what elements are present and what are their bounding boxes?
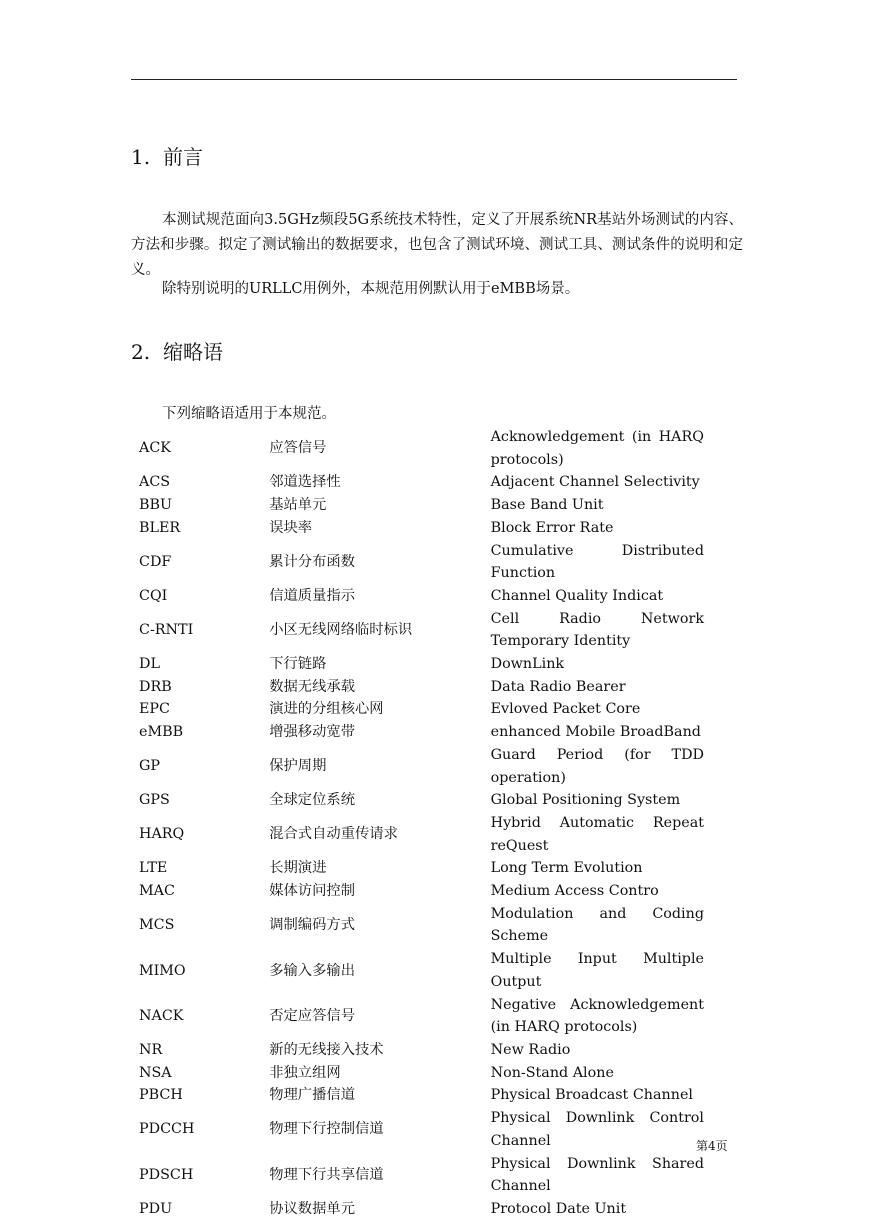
chinese-term-cell: 保护周期 [269,758,327,775]
chinese-term-cell: 媒体访问控制 [269,883,355,900]
english-term-cell: Negative Acknowledgement (in HARQ protocols) [490,996,704,1036]
table-row [139,1107,704,1152]
table-row [139,676,704,699]
table-row [139,721,704,744]
english-term-cell: Medium Access Contro [490,883,659,900]
section-number: 1. [131,145,151,169]
abbreviation-cell: GPS [139,792,170,809]
abbreviation-cell: NR [139,1041,163,1058]
english-term-cell: Physical Downlink Control Channel [490,1110,704,1149]
english-term-cell: Block Error Rate [490,519,614,536]
english-term-cell: Long Term Evolution [490,860,643,877]
chinese-term-cell: 非独立组网 [269,1064,341,1081]
english-term-cell: Cell Radio Network Temporary Identity [490,610,704,650]
abbreviation-cell: PBCH [139,1087,183,1104]
abbreviation-cell: CDF [139,553,172,570]
table-row [139,1039,704,1062]
chinese-term-cell: 应答信号 [269,440,327,457]
chinese-term-cell: 否定应答信号 [269,1007,355,1024]
table-row [139,1153,704,1198]
english-term-cell: Cumulative Distributed Function [490,542,704,582]
abbreviation-cell: BLER [139,519,181,536]
abbreviation-cell: C-RNTI [139,621,194,638]
english-term-cell: enhanced Mobile BroadBand [490,724,701,741]
chinese-term-cell: 小区无线网络临时标识 [269,621,413,638]
english-term-cell: DownLink [490,656,565,673]
chinese-term-cell: 调制编码方式 [269,917,355,934]
abbreviation-cell: ACK [139,440,171,457]
chinese-term-cell: 物理下行共享信道 [269,1166,384,1183]
chinese-term-cell: 长期演进 [269,860,327,877]
table-row [139,880,704,903]
abbreviation-cell: LTE [139,860,168,877]
section-title: 前言 [163,145,203,169]
english-term-cell: Non-Stand Alone [490,1064,614,1081]
page-number: 第4页 [696,1139,728,1153]
english-term-cell: Channel Quality Indicat [490,587,664,604]
chinese-term-cell: 数据无线承载 [269,678,355,695]
english-term-cell: Multiple Input Multiple Output [490,951,704,990]
english-term-cell: Physical Downlink Shared Channel [490,1155,704,1195]
abbreviation-cell: EPC [139,701,170,718]
table-row [139,494,704,517]
table-row [139,812,704,857]
section-number: 2. [131,340,151,364]
section-heading-preface [131,145,203,169]
english-term-cell: Acknowledgement (in HARQ protocols) [490,429,704,468]
table-row [139,903,704,948]
english-term-cell: Adjacent Channel Selectivity [490,474,700,491]
english-term-cell: Guard Period (for TDD operation) [490,746,704,786]
table-row [139,653,704,676]
english-term-cell: Data Radio Bearer [490,678,626,695]
preface-paragraph-1: 本测试规范面向3.5GHz频段5G系统技术特性，定义了开展系统NR基站外场测试的内容、方法和步骤。拟定了测试输出的数据要求，也包含了测试环境、测试工具、测试条件的说明和定义。 [131,212,743,278]
english-term-cell: Physical Broadcast Channel [490,1087,693,1104]
abbreviation-cell: MIMO [139,962,186,979]
chinese-term-cell: 混合式自动重传请求 [269,826,398,843]
abbreviations-table-body [139,426,704,1221]
table-row [139,1062,704,1085]
chinese-term-cell: 信道质量指示 [269,587,355,604]
chinese-term-cell: 全球定位系统 [269,792,355,809]
english-term-cell: New Radio [490,1041,571,1058]
table-row [139,994,704,1039]
chinese-term-cell: 演进的分组核心网 [269,701,384,718]
table-row [139,608,704,653]
abbreviation-cell: BBU [139,497,173,514]
abbreviation-cell: DRB [139,678,172,695]
chinese-term-cell: 累计分布函数 [269,553,355,570]
table-row [139,471,704,494]
abbreviation-cell: NSA [139,1064,172,1081]
table-row [139,698,704,721]
section-heading-abbreviations [131,340,223,364]
abbreviation-cell: PDCCH [139,1121,195,1138]
chinese-term-cell: 协议数据单元 [269,1200,355,1217]
table-row [139,517,704,540]
table-row [139,426,704,471]
abbreviation-cell: eMBB [139,724,184,741]
table-row [139,540,704,585]
abbreviation-cell: ACS [139,474,171,491]
abbreviation-cell: MCS [139,917,175,934]
header-rule [131,79,737,80]
table-row [139,585,704,608]
preface-paragraph-2: 除特别说明的URLLC用例外，本规范用例默认用于eMBB场景。 [162,281,580,297]
section-title: 缩略语 [163,340,223,364]
table-row [139,857,704,880]
english-term-cell: Modulation and Coding Scheme [490,905,704,945]
abbreviation-cell: DL [139,656,160,673]
chinese-term-cell: 多输入多输出 [269,962,355,979]
chinese-term-cell: 新的无线接入技术 [269,1041,384,1058]
chinese-term-cell: 物理广播信道 [269,1087,355,1104]
table-row [139,1084,704,1107]
table-row [139,789,704,812]
table-row [139,744,704,789]
abbreviation-cell: PDSCH [139,1166,194,1183]
english-term-cell: Hybrid Automatic Repeat reQuest [490,814,704,854]
chinese-term-cell: 基站单元 [269,497,327,514]
chinese-term-cell: 邻道选择性 [269,474,341,491]
english-term-cell: Base Band Unit [490,497,604,514]
abbreviation-cell: HARQ [139,826,185,843]
chinese-term-cell: 增强移动宽带 [269,724,355,741]
table-row [139,1198,704,1221]
abbreviations-intro: 下列缩略语适用于本规范。 [162,406,336,422]
abbreviation-cell: CQI [139,587,168,604]
table-row [139,948,704,993]
abbreviations-table [139,426,704,1221]
abbreviation-cell: GP [139,758,161,775]
english-term-cell: Global Positioning System [490,792,681,809]
english-term-cell: Protocol Date Unit [490,1200,627,1217]
abbreviation-cell: MAC [139,883,175,900]
english-term-cell: Evloved Packet Core [490,701,641,718]
chinese-term-cell: 物理下行控制信道 [269,1121,384,1138]
chinese-term-cell: 下行链路 [269,656,327,673]
abbreviation-cell: PDU [139,1200,173,1217]
chinese-term-cell: 误块率 [269,519,313,536]
abbreviation-cell: NACK [139,1007,184,1024]
